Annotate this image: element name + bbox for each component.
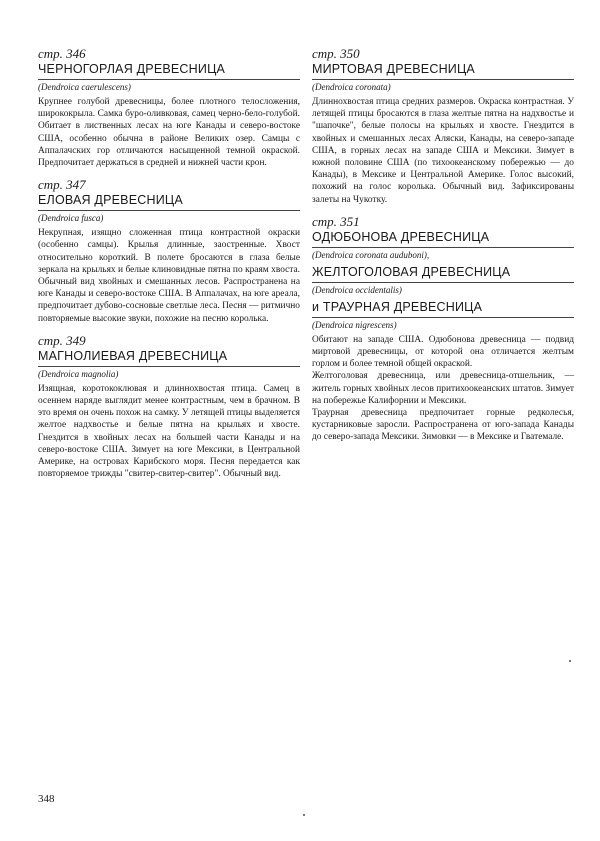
entry-myrtle-warbler bbox=[312, 46, 574, 206]
species-description-paragraph: Желтоголовая древесница, или древесница-отшельник, — житель горных хвойных лесов притихоокеанских штатов. Зимует на побережье Калифорнии и Мексики. bbox=[312, 371, 574, 406]
species-description-paragraph: Траурная древесница предпочитает горные редколесья, кустарниковые заросли. Распространена от юго-запада Канады до северо-запада Мексики. Зимовки — в Мексике и Гватемале. bbox=[312, 408, 574, 443]
entry-western-warblers bbox=[312, 214, 574, 444]
latin-name-audubon: (Dendroica coronata auduboni), bbox=[312, 247, 574, 261]
entry-magnolia-warbler bbox=[38, 333, 300, 481]
latin-name: (Dendroica caerulescens) bbox=[38, 79, 300, 93]
species-title: ЧЕРНОГОРЛАЯ ДРЕВЕСНИЦА bbox=[38, 62, 226, 76]
right-column bbox=[312, 46, 574, 450]
latin-name-hermit: (Dendroica occidentalis) bbox=[312, 282, 574, 296]
species-description: Изящная, коротококлювая и длиннохвостая птица. Самец в осеннем наряде выглядит менее контрастным, чем в брачном. В это время он очень похож на самку. У летящей птицы выделяется желтое надхвостье и белые пятна на крыльях и хвосте. Гнездится в хвойных лесах на большей части Канады и на северо-востоке США. Зимует на юге Мексики, в Центральной Америке, на островах Карибского моря. Песня передается как повторяемое трижды "свитер-свитер-свитер". Обычный вид. bbox=[38, 383, 300, 480]
page-ref: стр. 346 bbox=[38, 46, 86, 61]
species-description: Крупнее голубой древесницы, более плотного телосложения, ширококрыла. Самка буро-оливковая, самец черно-бело-голубой. Обитает в лиственных лесах на юге Канады и северо-востоке США, особенно обычна в районе Великих озер. Самцы с Аппалачских гор отличаются насыщенной темной окраской. Предпочитает держаться в средней и нижней части крон. bbox=[38, 97, 300, 169]
scan-speck bbox=[303, 814, 305, 816]
species-description: Длиннохвостая птица средних размеров. Окраска контрастная. У летящей птицы бросаются в глаза желтые пятна на надхвостье и "шапочке", белые полосы на крыльях и хвосте. Гнездится в хвойных и смешанных лесах Аляски, Канады, на северо-западе США, в горных лесах на западе США и Мексики. Зимует в южной половине США (по тихоокеанскому побережью — до Канады), в Мексике и Центральной Америке. Голос высокий, похожий на голос королька. Обычный вид. Зафиксированы залеты на Чукотку. bbox=[312, 97, 574, 205]
left-column bbox=[38, 46, 300, 486]
page-ref: стр. 349 bbox=[38, 332, 86, 348]
latin-name-black-throated-gray: (Dendroica nigrescens) bbox=[312, 317, 574, 331]
latin-name: (Dendroica magnolia) bbox=[38, 366, 300, 380]
species-title: МИРТОВАЯ ДРЕВЕСНИЦА bbox=[312, 62, 475, 76]
entry-blackburnian-warbler bbox=[38, 177, 300, 325]
species-title-black-throated-gray: и ТРАУРНАЯ ДРЕВЕСНИЦА bbox=[312, 299, 483, 314]
latin-name: (Dendroica fusca) bbox=[38, 210, 300, 224]
species-title-audubon: ОДЮБОНОВА ДРЕВЕСНИЦА bbox=[312, 229, 490, 244]
entry-black-throated-blue-warbler bbox=[38, 46, 300, 169]
scan-speck bbox=[569, 660, 571, 662]
species-title-hermit: ЖЕЛТОГОЛОВАЯ ДРЕВЕСНИЦА bbox=[312, 264, 511, 279]
latin-name: (Dendroica coronata) bbox=[312, 79, 574, 93]
species-description-paragraph: Обитают на западе США. Одюбонова древесница — подвид миртовой древесницы, от которой она отличается желтым горлом и более темной общей окраской. bbox=[312, 334, 574, 370]
species-title: МАГНОЛИЕВАЯ ДРЕВЕСНИЦА bbox=[38, 348, 228, 363]
page-ref: стр. 347 bbox=[38, 177, 86, 193]
page-ref: стр. 350 bbox=[312, 46, 360, 61]
page-number: 348 bbox=[38, 793, 55, 805]
species-description: Некрупная, изящно сложенная птица контрастной окраски (особенно самцы). Крылья длинные, заостренные. Хвост относительно короткий. В полете бросаются в глаза белые зеркала на крыльях и белые клиновидные пятна по краям хвоста. Обычный вид хвойных и смешанных лесов. Распространена на юге Канады и северо-востоке США. В Аппалачах, на юге ареала, предпочитает дубово-сосновые светлые леса. Песня — ритмично повторяемые высокие звуки, похожие на песню королька. bbox=[38, 228, 300, 324]
species-title: ЕЛОВАЯ ДРЕВЕСНИЦА bbox=[38, 193, 183, 208]
page-ref: стр. 351 bbox=[312, 213, 360, 229]
